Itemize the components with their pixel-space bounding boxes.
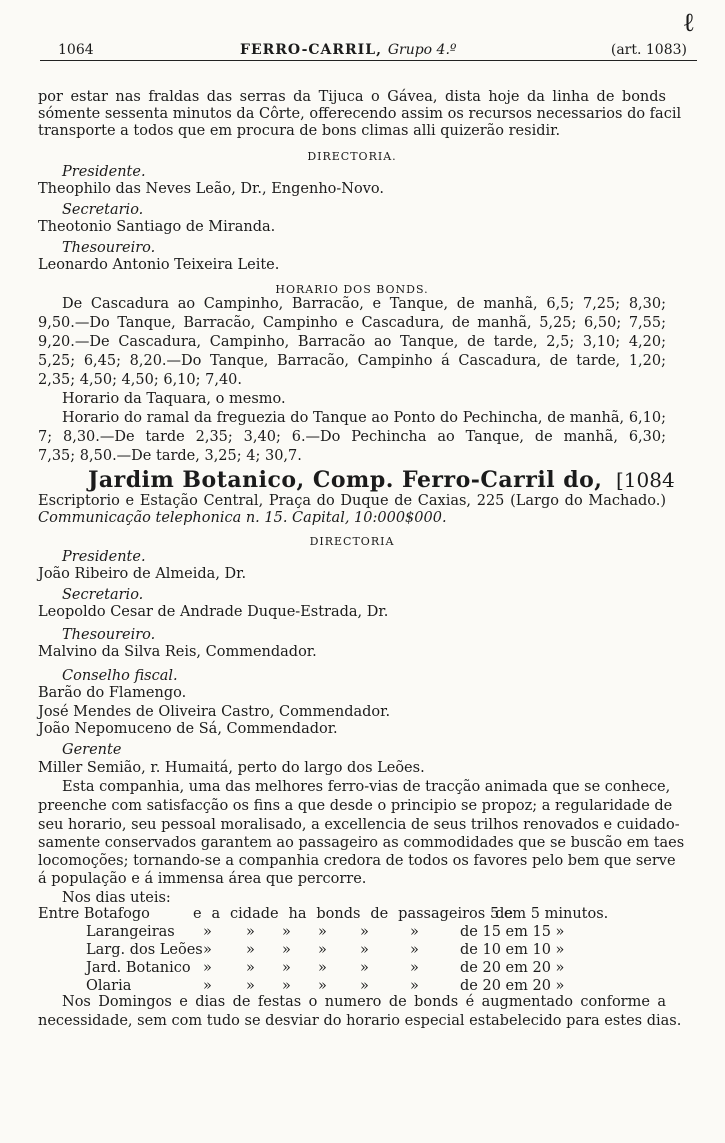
timetable-row: Olaria » » » » » » de 20 em 20 » (86, 978, 565, 994)
final-line: Nos Domingos e dias de festas o numero de bonds é augmentado conforme a (62, 994, 666, 1010)
route-freq: 5 em 5 minutos. (490, 906, 609, 922)
article-ref: (art. 1083) (610, 42, 687, 58)
running-title-group: Grupo 4.º (387, 42, 457, 58)
role-secretary: Secretario. (62, 202, 144, 218)
horario-line: De Cascadura ao Campinho, Barracão, e Tanque, de manhã, 6,5; 7,25; 8,30; (62, 296, 666, 312)
description-line: seu horario, seu pessoal moralisado, a excellencia de seus trilhos renovados e cuidado- (38, 817, 680, 833)
description-line: samente conservados garantem ao passageiro as commodidades que se buscão em taes (38, 835, 685, 851)
route-name: Entre Botafogo (38, 906, 150, 922)
description-line: preenche com satisfacção os fins a que desde o principio se propoz; a regularidade de (38, 798, 673, 814)
directoria-heading: DIRECTORIA (309, 535, 395, 548)
page-header (40, 36, 697, 61)
description-line: locomoções; tornando-se a companhia credora de todos os favores pelo bem que serve (38, 853, 676, 869)
horario-line: 9,20.—De Cascadura, Campinho, Barracão ao Tanque, de tarde, 2,5; 3,10; 4,20; (38, 334, 666, 350)
running-title: FERRO-CARRIL, Grupo 4.º (240, 42, 457, 58)
timetable-row: Larangeiras » » » » » » de 15 em 15 » (86, 924, 565, 940)
route-freq: de 20 em 20 » (460, 978, 565, 994)
phone-line: Communicação telephonica n. 15. Capital, 10:000$000. (38, 510, 447, 526)
horario-line: 7,35; 8,50.—De tarde, 3,25; 4; 30,7. (38, 448, 302, 464)
route-name: Jard. Botanico (86, 960, 191, 976)
timetable-row (38, 906, 666, 924)
timetable-row: Jard. Botanico » » » » » » de 20 em 20 » (86, 960, 565, 976)
route-freq: de 15 em 15 » (460, 924, 565, 940)
treasurer-name: Leonardo Antonio Teixeira Leite. (38, 257, 280, 273)
intro-line: por estar nas fraldas das serras da Tijuca o Gávea, dista hoje da linha de bonds (38, 89, 666, 105)
company-number: [1084 (616, 468, 675, 492)
page-number: 1064 (58, 42, 94, 58)
timetable (38, 906, 666, 996)
role-gerente: Gerente (62, 742, 122, 758)
company-title: Jardim Botanico, Comp. Ferro-Carril do, (88, 467, 603, 493)
corner-mark: ℓ (682, 8, 695, 38)
horario-line: 9,50.—Do Tanque, Barracão, Campinho e Cascadura, de manhã, 5,25; 6,50; 7,55; (38, 315, 666, 331)
final-line: necessidade, sem com tudo se desviar do horario especial estabelecido para estes dias. (38, 1013, 682, 1029)
weekday-label: Nos dias uteis: (62, 890, 171, 906)
conselho-name: João Nepomuceno de Sá, Commendador. (38, 721, 338, 737)
description-line: Esta companhia, uma das melhores ferro-vias de tracção animada que se conhece, (62, 779, 671, 795)
horario-line: 5,25; 6,45; 8,20.—Do Tanque, Barracão, Campinho á Cascadura, de tarde, 1,20; (38, 353, 666, 369)
president-name: Theophilo das Neves Leão, Dr., Engenho-Novo. (38, 181, 385, 197)
description-line: á população e á immensa área que percorre. (38, 871, 367, 887)
route-desc: e a cidade ha bonds de passageiros de (193, 906, 513, 922)
horario-line: Horario da Taquara, o mesmo. (62, 391, 286, 407)
route-freq: de 20 em 20 » (460, 960, 565, 976)
route-freq: de 10 em 10 » (460, 942, 565, 958)
treasurer-name: Malvino da Silva Reis, Commendador. (38, 644, 317, 660)
role-treasurer: Thesoureiro. (62, 627, 156, 643)
gerente-name: Miller Semião, r. Humaitá, perto do largo dos Leões. (38, 760, 425, 776)
timetable-row: Larg. dos Leões » » » » » » de 10 em 10 » (86, 942, 565, 958)
route-name: Larangeiras (86, 924, 175, 940)
directoria-heading: DIRECTORIA. (307, 150, 397, 163)
route-name: Olaria (86, 978, 132, 994)
secretary-name: Theotonio Santiago de Miranda. (38, 219, 276, 235)
role-secretary: Secretario. (62, 587, 144, 603)
conselho-name: Barão do Flamengo. (38, 685, 187, 701)
conselho-name: José Mendes de Oliveira Castro, Commendador. (38, 704, 391, 720)
role-president: Presidente. (62, 164, 146, 180)
role-treasurer: Thesoureiro. (62, 240, 156, 256)
horario-line: 2,35; 4,50; 4,50; 6,10; 7,40. (38, 372, 243, 388)
role-president: Presidente. (62, 549, 146, 565)
intro-line: transporte a todos que em procura de bons climas alli quizerão residir. (38, 123, 561, 139)
intro-line: sómente sessenta minutos da Côrte, offerecendo assim os recursos necessarios do facil (38, 106, 682, 122)
horario-line: 7; 8,30.—De tarde 2,35; 3,40; 6.—Do Pechincha ao Tanque, de manhã, 6,30; (38, 429, 666, 445)
president-name: João Ribeiro de Almeida, Dr. (38, 566, 247, 582)
horario-heading: HORARIO DOS BONDS. (275, 283, 429, 296)
secretary-name: Leopoldo Cesar de Andrade Duque-Estrada, Dr. (38, 604, 389, 620)
office-line: Escriptorio e Estação Central, Praça do Duque de Caxias, 225 (Largo do Machado.) (38, 493, 666, 509)
horario-line: Horario do ramal da freguezia do Tanque ao Ponto do Pechincha, de manhã, 6,10; (62, 410, 666, 426)
role-conselho: Conselho fiscal. (62, 668, 178, 684)
route-name: Larg. dos Leões (86, 942, 203, 958)
